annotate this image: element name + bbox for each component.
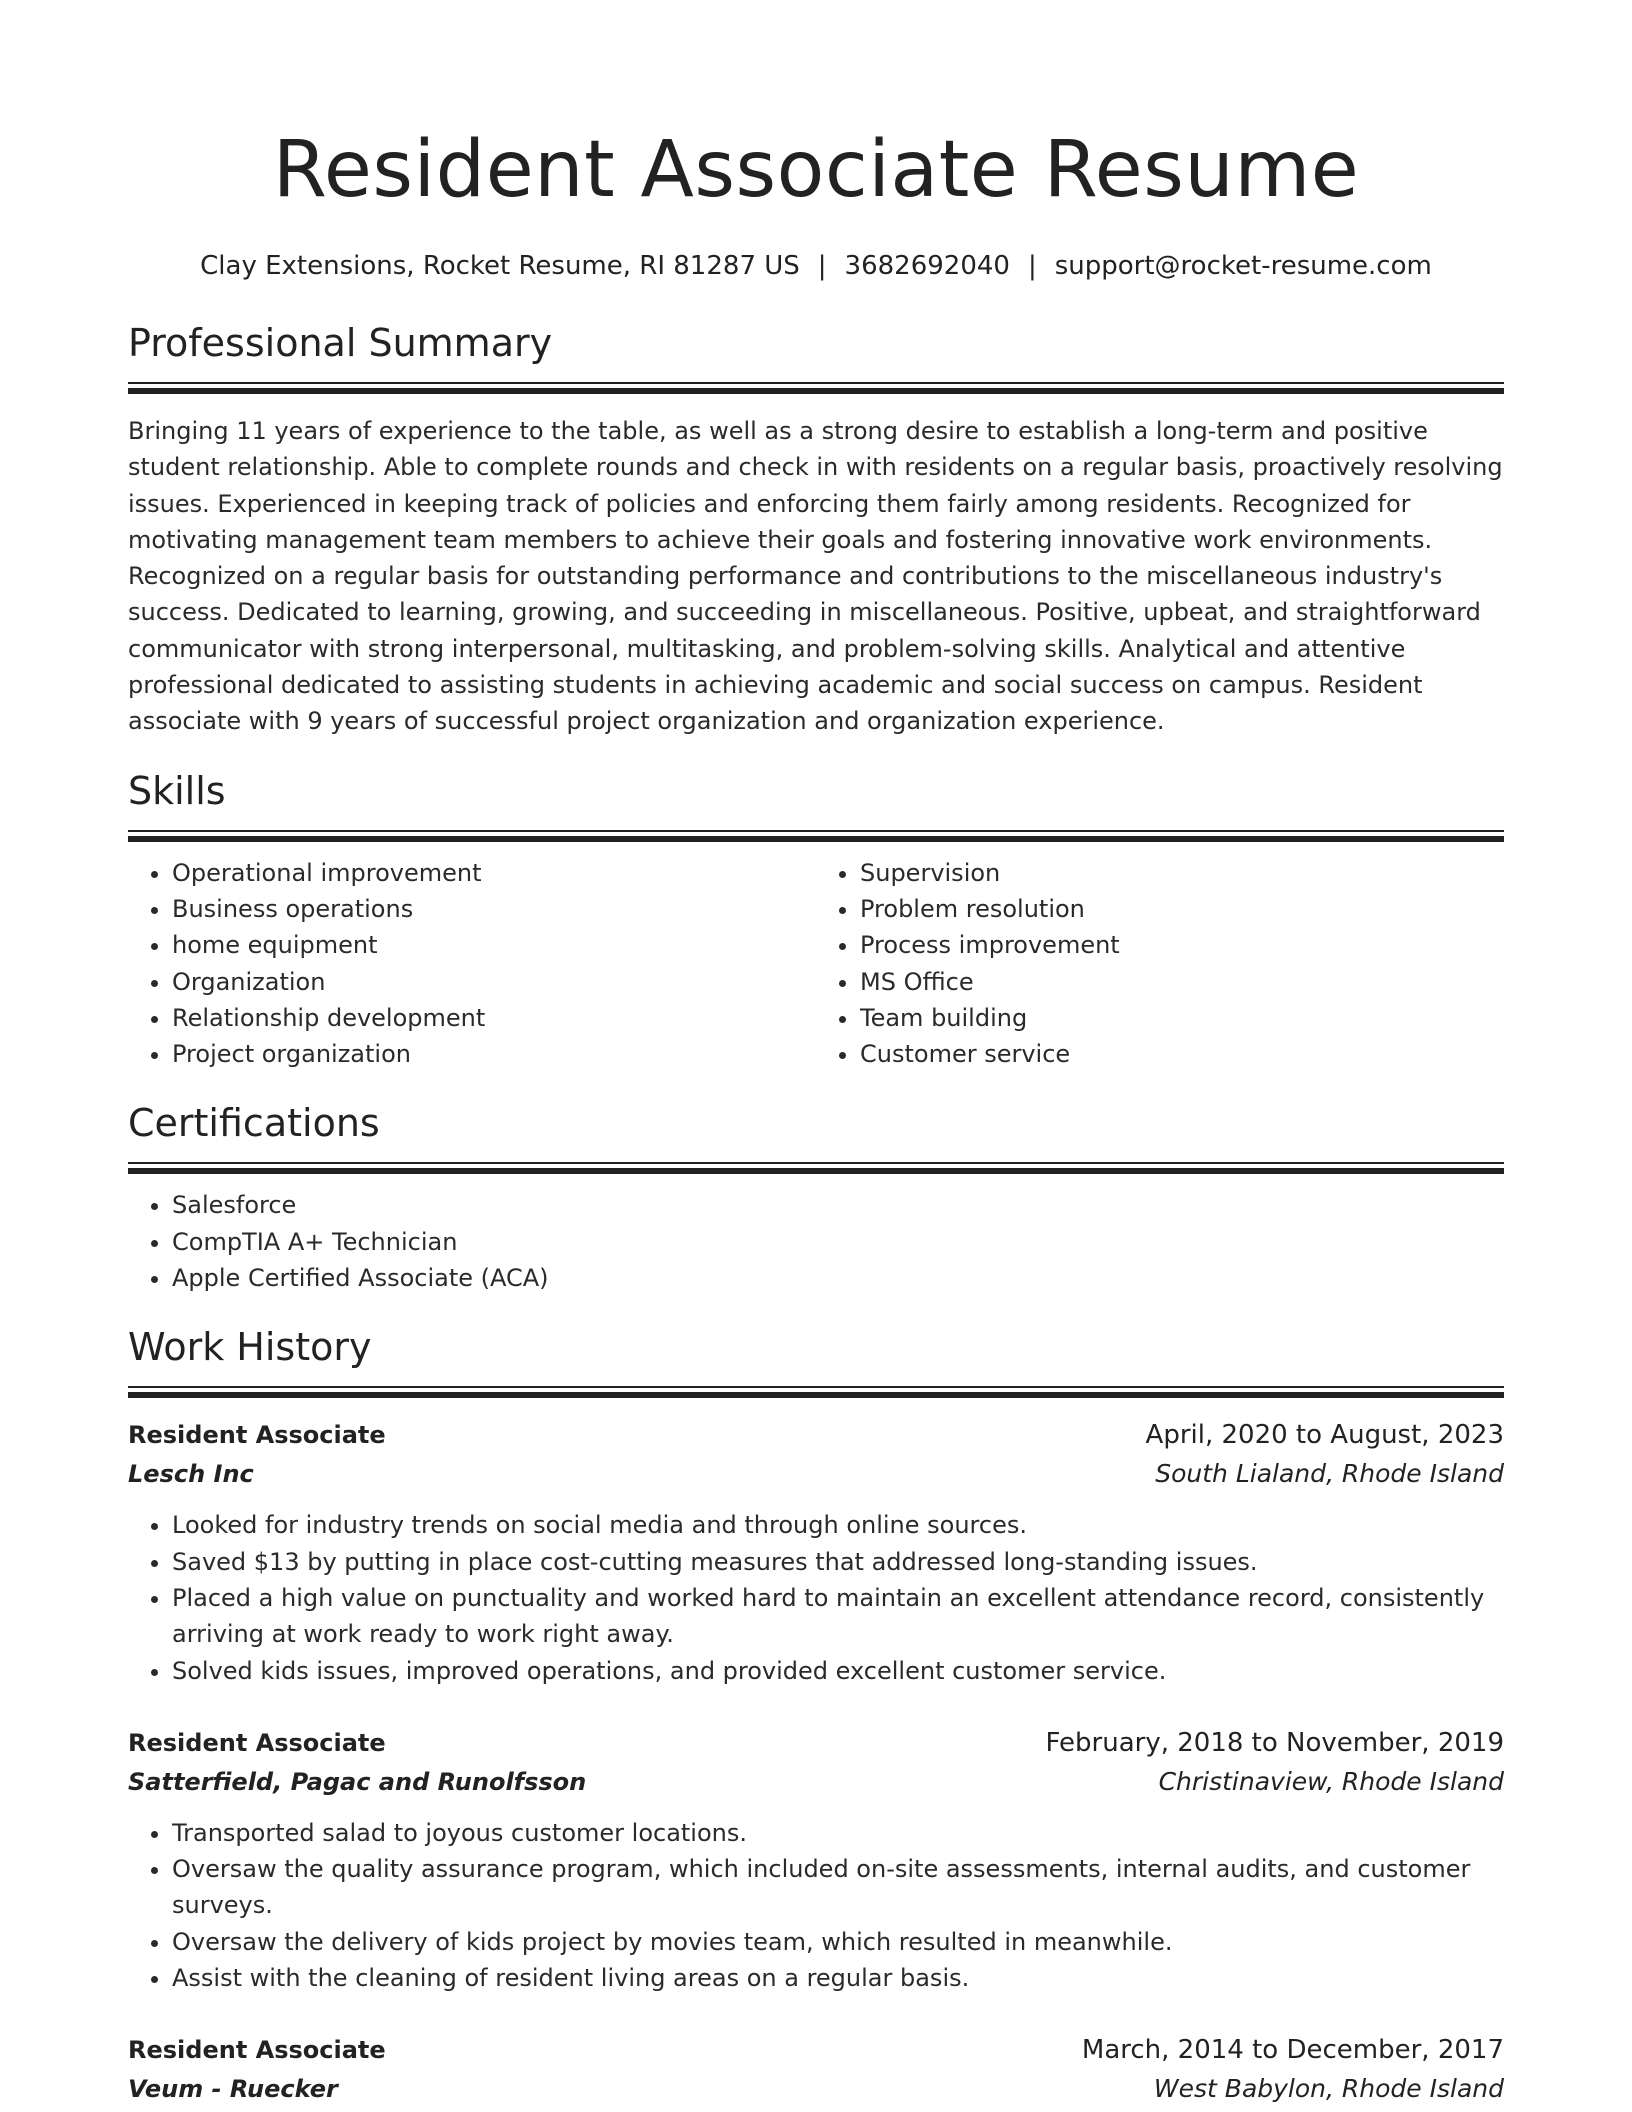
- skill-item: • Customer service: [860, 1036, 1504, 1072]
- job-bullet: • Looked for industry trends on social media and through online sources.: [172, 1507, 1504, 1543]
- skill-item: • Business operations: [172, 891, 816, 927]
- skills-section: [128, 766, 1504, 1073]
- resume-title: Resident Associate Resume: [272, 125, 1360, 215]
- skill-item: • Relationship development: [172, 1000, 816, 1036]
- section-divider: [128, 1162, 1504, 1173]
- phone: 3682692040: [844, 251, 1010, 281]
- job-header-row: [128, 2030, 1504, 2070]
- job-entry: [128, 2030, 1504, 2108]
- job-bullet: • Oversaw the delivery of kids project by movies team, which resulted in meanwhile.: [172, 1924, 1504, 1960]
- contact-separator: |: [817, 251, 827, 281]
- skills-heading: Skills: [128, 768, 226, 813]
- certification-item: • CompTIA A+ Technician: [172, 1224, 1504, 1260]
- skill-item: • Organization: [172, 964, 816, 1000]
- job-bullets: [128, 1507, 1504, 1688]
- job-company-row: [128, 1455, 1504, 1493]
- certifications-section: [128, 1098, 1504, 1296]
- email: support@rocket-resume.com: [1054, 251, 1432, 281]
- job-entry: [128, 1723, 1504, 1996]
- job-location: South Lialand, Rhode Island: [1155, 1459, 1504, 1489]
- job-header-row: [128, 1723, 1504, 1763]
- skill-item: • Problem resolution: [860, 891, 1504, 927]
- job-dates: March, 2014 to December, 2017: [1081, 2035, 1504, 2066]
- job-title: Resident Associate: [128, 2036, 386, 2065]
- skills-list-right: [816, 855, 1504, 1073]
- job-location: Christinaview, Rhode Island: [1158, 1766, 1504, 1796]
- job-entry: [128, 1415, 1504, 1688]
- skill-item: • Supervision: [860, 855, 1504, 891]
- skills-grid: [128, 855, 1504, 1073]
- job-bullet: • Assist with the cleaning of resident living areas on a regular basis.: [172, 1960, 1504, 1996]
- job-company: Satterfield, Pagac and Runolfsson: [128, 1767, 587, 1796]
- skills-column-left: [128, 855, 816, 1073]
- job-dates: February, 2018 to November, 2019: [1045, 1727, 1504, 1758]
- summary-heading: Professional Summary: [128, 321, 553, 365]
- skill-item: • Project organization: [172, 1036, 816, 1072]
- job-bullets: [128, 1815, 1504, 1996]
- skill-item: • home equipment: [172, 927, 816, 963]
- certifications-heading: Certifications: [128, 1101, 380, 1146]
- contact-separator: |: [1027, 251, 1037, 281]
- section-divider: [128, 1386, 1504, 1397]
- certification-item: • Salesforce: [172, 1187, 1504, 1223]
- skill-item: • Process improvement: [860, 927, 1504, 963]
- job-company-row: [128, 1763, 1504, 1801]
- job-bullet: • Solved kids issues, improved operations, and provided excellent customer service.: [172, 1653, 1504, 1689]
- job-bullet: • Placed a high value on punctuality and worked hard to maintain an excellent attendance record, consistently arriving at work ready to work right away.: [172, 1580, 1504, 1653]
- skills-column-right: [816, 855, 1504, 1073]
- job-company: Veum - Ruecker: [128, 2075, 338, 2104]
- job-company: Lesch Inc: [128, 1460, 254, 1489]
- skill-item: • MS Office: [860, 964, 1504, 1000]
- certifications-bullets: [128, 1187, 1504, 1296]
- job-bullet: • Transported salad to joyous customer locations.: [172, 1815, 1504, 1851]
- job-location: West Babylon, Rhode Island: [1153, 2074, 1504, 2104]
- job-dates: April, 2020 to August, 2023: [1145, 1420, 1504, 1451]
- summary-section: [128, 318, 1504, 740]
- summary-text: Bringing 11 years of experience to the table, as well as a strong desire to establish a long-term and positive student relationship. Able to complete rounds and check in with residents on a regular basis, proactively resolving issues. Experienced in keeping track of policies and enforcing them fairly among residents. Recognized for motivating management team members to achieve their goals and fostering innovative work environments. Recognized on a regular basis for outstanding performance and contributions to the miscellaneous industry's success. Dedicated to learning, growing, and succeeding in miscellaneous. Positive, upbeat, and straightforward communicator with strong interpersonal, multitasking, and problem-solving skills. Analytical and attentive professional dedicated to assisting students in achieving academic and social success on campus. Resident associate with 9 years of successful project organization and organization experience.: [128, 417, 1503, 736]
- job-bullet: • Oversaw the quality assurance program, which included on-site assessments, internal audits, and customer surveys.: [172, 1851, 1504, 1924]
- section-divider: [128, 830, 1504, 841]
- skill-item: • Operational improvement: [172, 855, 816, 891]
- work-history-section: [128, 1322, 1504, 2108]
- skills-list-left: [128, 855, 816, 1073]
- job-company-row: [128, 2070, 1504, 2108]
- work-history-heading: Work History: [128, 1325, 372, 1370]
- certifications-list: [128, 1187, 1504, 1296]
- certification-item: • Apple Certified Associate (ACA): [172, 1260, 1504, 1296]
- job-header-row: [128, 1415, 1504, 1455]
- address: Clay Extensions, Rocket Resume, RI 81287 US: [200, 251, 800, 281]
- job-bullet: • Saved $13 by putting in place cost-cutting measures that addressed long-standing issues.: [172, 1544, 1504, 1580]
- skill-item: • Team building: [860, 1000, 1504, 1036]
- job-title: Resident Associate: [128, 1728, 386, 1757]
- contact-line: [128, 248, 1504, 284]
- job-title: Resident Associate: [128, 1421, 386, 1450]
- section-divider: [128, 382, 1504, 393]
